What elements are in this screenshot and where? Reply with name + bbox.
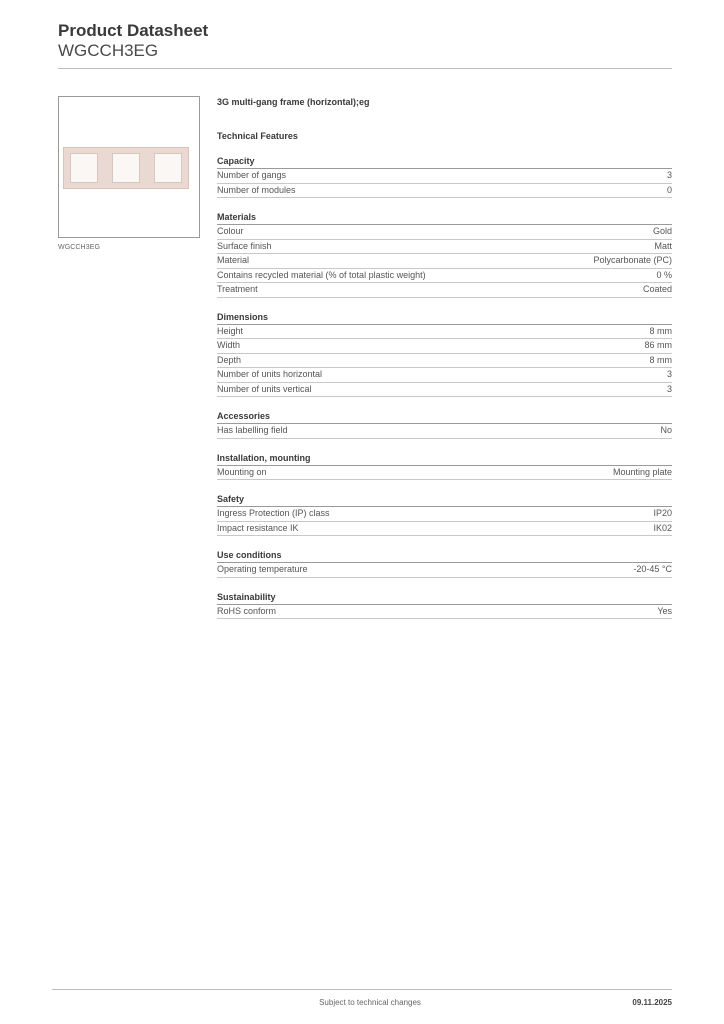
feature-section xyxy=(217,549,672,578)
footer-divider xyxy=(52,989,672,990)
feature-value: IP20 xyxy=(653,508,672,518)
feature-label: Depth xyxy=(217,354,242,365)
header-divider xyxy=(58,68,672,69)
feature-row xyxy=(217,169,672,184)
feature-label: Surface finish xyxy=(217,240,272,251)
feature-row xyxy=(217,354,672,369)
feature-row xyxy=(217,605,672,620)
feature-label: Mounting on xyxy=(217,466,267,477)
feature-value: IK02 xyxy=(653,522,672,533)
product-description: 3G multi-gang frame (horizontal);eg xyxy=(217,97,370,107)
feature-row xyxy=(217,225,672,240)
feature-value: Mounting plate xyxy=(612,466,672,477)
feature-value: Matt xyxy=(654,240,672,251)
feature-row xyxy=(217,269,672,284)
feature-section xyxy=(217,155,672,198)
feature-label: Width xyxy=(217,340,241,350)
feature-sections xyxy=(217,155,672,619)
feature-value: 8 mm xyxy=(649,354,672,365)
section-title: Materials xyxy=(217,211,672,225)
frame-window xyxy=(154,153,182,183)
feature-row xyxy=(217,325,672,340)
feature-row xyxy=(217,507,672,522)
feature-label: Operating temperature xyxy=(217,564,308,574)
feature-label: RoHS conform xyxy=(217,605,277,616)
feature-value: Polycarbonate (PC) xyxy=(593,255,672,265)
feature-row xyxy=(217,383,672,398)
product-image xyxy=(58,96,200,238)
feature-label: Number of modules xyxy=(217,184,296,195)
feature-label: Number of units vertical xyxy=(217,383,312,394)
feature-label: Contains recycled material (% of total plastic weight) xyxy=(217,269,426,280)
feature-row xyxy=(217,424,672,439)
feature-row xyxy=(217,240,672,255)
feature-label: Ingress Protection (IP) class xyxy=(217,508,330,518)
section-title: Dimensions xyxy=(217,311,672,325)
feature-value: Gold xyxy=(652,226,672,236)
feature-row xyxy=(217,339,672,354)
section-title: Capacity xyxy=(217,155,672,169)
feature-label: Number of units horizontal xyxy=(217,369,323,379)
frame-window xyxy=(112,153,140,183)
section-title: Installation, mounting xyxy=(217,452,672,466)
feature-value: 0 % xyxy=(656,269,672,280)
feature-label: Impact resistance IK xyxy=(217,522,299,533)
feature-label: Number of gangs xyxy=(217,170,287,180)
document-header xyxy=(58,20,208,60)
feature-value: 3 xyxy=(666,170,672,180)
feature-section xyxy=(217,591,672,620)
feature-row xyxy=(217,184,672,199)
feature-value: Yes xyxy=(657,605,672,616)
section-title: Accessories xyxy=(217,410,672,424)
feature-value: 86 mm xyxy=(644,340,672,350)
feature-value: 3 xyxy=(666,369,672,379)
feature-value: No xyxy=(660,425,672,435)
feature-section xyxy=(217,311,672,398)
product-code: WGCCH3EG xyxy=(58,41,159,60)
feature-value: 3 xyxy=(666,383,672,394)
feature-row xyxy=(217,283,672,298)
frame-illustration xyxy=(63,147,189,189)
frame-window xyxy=(70,153,98,183)
feature-section xyxy=(217,493,672,536)
feature-row xyxy=(217,368,672,383)
technical-features-heading: Technical Features xyxy=(217,131,298,141)
feature-row xyxy=(217,563,672,578)
feature-row xyxy=(217,522,672,537)
image-caption: WGCCH3EG xyxy=(58,244,101,251)
feature-value: 0 xyxy=(666,184,672,195)
footer-date: 09.11.2025 xyxy=(632,998,672,1007)
feature-label: Colour xyxy=(217,226,244,236)
document-title: Product Datasheet xyxy=(58,21,209,40)
feature-value: Coated xyxy=(642,284,672,294)
feature-label: Treatment xyxy=(217,284,258,294)
feature-label: Height xyxy=(217,325,244,336)
datasheet-content xyxy=(217,96,672,619)
feature-row xyxy=(217,466,672,481)
feature-section xyxy=(217,211,672,298)
footer-note: Subject to technical changes xyxy=(319,998,421,1007)
feature-section xyxy=(217,410,672,439)
feature-value: -20-45 °C xyxy=(633,564,672,574)
feature-label: Material xyxy=(217,255,250,265)
section-title: Sustainability xyxy=(217,591,672,605)
feature-label: Has labelling field xyxy=(217,425,288,435)
feature-section xyxy=(217,452,672,481)
section-title: Safety xyxy=(217,493,672,507)
feature-value: 8 mm xyxy=(649,325,672,336)
feature-row xyxy=(217,254,672,269)
section-title: Use conditions xyxy=(217,549,672,563)
